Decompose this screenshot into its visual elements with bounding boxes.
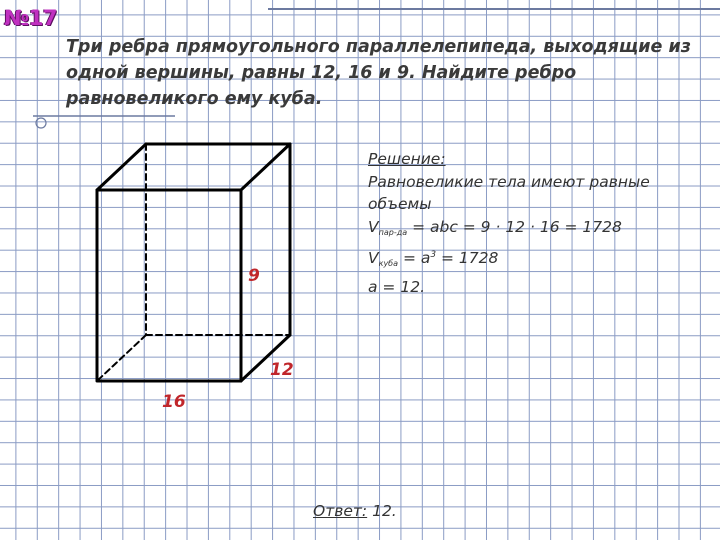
formula-text: = abc = 9 · 12 · 16 = 1728 xyxy=(407,217,622,236)
answer-value: 12. xyxy=(367,502,397,520)
edge-label-width: 16 xyxy=(162,392,186,412)
problem-number: №17 xyxy=(4,6,57,30)
formula-text: = a xyxy=(398,249,431,267)
answer-line xyxy=(313,502,397,520)
formula-volume-parallelepiped xyxy=(368,216,708,245)
edge-label-height: 9 xyxy=(248,266,260,286)
volume-symbol: V xyxy=(368,217,379,236)
solution-line: Равновеликие тела имеют равные xyxy=(368,172,650,191)
edge-top-left xyxy=(97,144,146,190)
problem-statement: Три ребра прямоугольного параллелепипеда, выходящие из одной вершины, равны 12, 16 и 9. Найдите ребро равновеликого ему куба. xyxy=(66,37,691,109)
formula-volume-cube xyxy=(368,244,708,276)
answer-label: Ответ: xyxy=(313,502,368,520)
solution-result: a = 12. xyxy=(368,277,425,296)
volume-symbol: V xyxy=(368,249,379,267)
hidden-edge-left-bottom xyxy=(97,335,146,381)
solution-block xyxy=(368,148,708,298)
formula-text: = 1728 xyxy=(436,249,499,267)
volume-subscript: куба xyxy=(378,259,399,268)
edge-label-depth: 12 xyxy=(270,360,294,380)
exponent: 3 xyxy=(430,250,437,260)
front-face xyxy=(97,190,241,381)
volume-subscript: пар-да xyxy=(378,227,408,237)
edge-top-right xyxy=(241,144,290,190)
solution-line: объемы xyxy=(368,195,432,213)
solution-heading: Решение: xyxy=(368,150,446,168)
